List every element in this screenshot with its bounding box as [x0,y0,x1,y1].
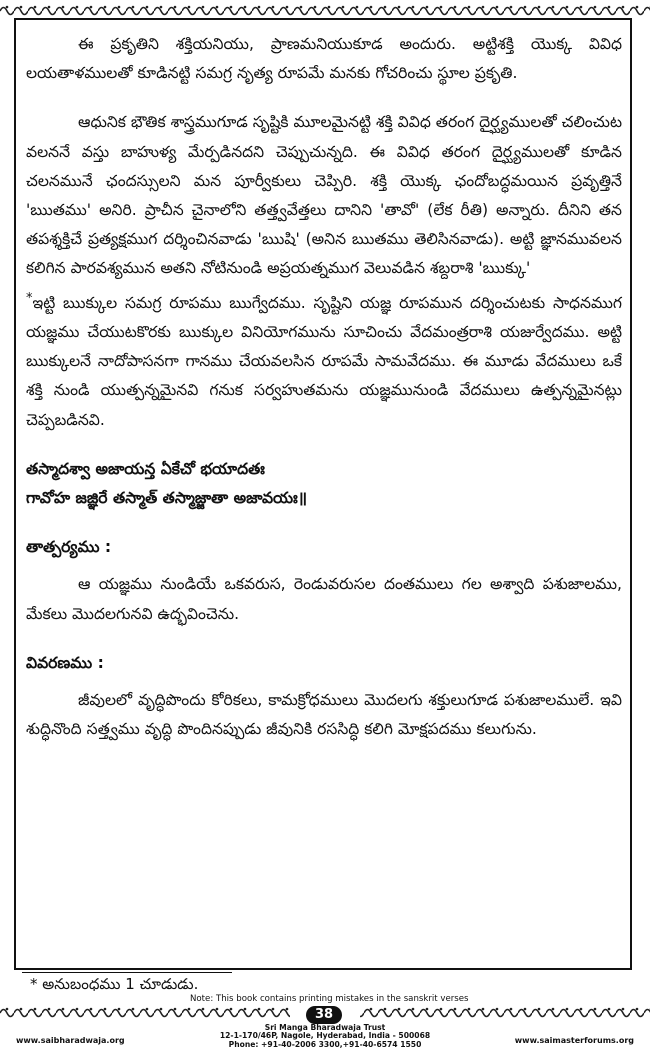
footnote-divider [22,972,232,973]
page-number: 38 [306,1006,342,1024]
tatparyam-heading: తాత్పర్యము : [26,538,112,557]
verse-line-2: గావోహ జజ్ఞిరే తస్మాత్ తస్మాజ్జాతా అజావయః॥ [26,489,308,508]
footnote-marker: * [26,290,33,306]
trust-phone: Phone: +91-40-2006 3300,+91-40-6574 1550 [228,1039,422,1049]
printing-note: Note: This book contains printing mistakes in the sanskrit verses [190,994,469,1004]
footnote: * అనుబంధము 1 చూడుడు. [30,975,199,993]
vivaranam-heading: వివరణము : [26,653,104,672]
ornament-wave-icon [0,2,650,16]
tatparyam-text: ఆ యజ్ఞము నుండియే ఒకవరుస, రెండువరుసల దంతములు గల అశ్వాది పశుజాలము, మేకలు మొదలగునవి ఉద్భవించెను. [26,575,622,623]
top-ornament [0,2,650,16]
paragraph-2-text: ఆధునిక భౌతిక శాస్త్రముగూడ సృష్టికి మూలమైనట్టి శక్తి వివిధ తరంగ దైర్ఘ్యములతో చలించుట వలననే వస్తు బాహుళ్య మేర్పడినదని చెప్పుచున్నది. ఈ వివిధ తరంగ దైర్ఘ్యములతో కూడిన చలనమునే ఛందస్సులని మన పూర్వీకులు చెప్పిరి. శక్తి యొక్క ఛందోబద్ధమయిన ప్రవృత్తినే 'ఋతము' అనిరి. ప్రాచీన చైనాలోని తత్త్వవేత్తలు దానిని 'తావో' (లేక రీతి) అన్నారు. దీనిని తన తపశ్శక్తిచే ప్రత్యక్షముగ దర్శించినవాడు 'ఋషి' (అనిన ఋతము తెలిసినవాడు). అట్టి జ్ఞానమువలన కలిగిన పారవశ్యమున అతని నోటినుండి అప్రయత్నముగ వెలువడిన శబ్దరాశి 'ఋక్కు' [26,113,622,278]
trust-address: 12-1-170/46P, Nagole, Hyderabad, India - 500068 [219,1031,431,1041]
trust-info [150,1024,500,1049]
trust-name: Sri Manga Bharadwaja Trust [264,1023,386,1032]
paragraph-1: ఈ ప్రకృతిని శక్తియనియు, ప్రాణమనియుకూడ అందురు. అట్టిశక్తి యొక్క వివిధ లయతాళములతో కూడినట్టి సమగ్ర నృత్య రూపమే మనకు గోచరించు స్థూల ప్రకృతి. [26,35,622,83]
website-link-left[interactable]: www.saibharadwaja.org [16,1036,125,1045]
verse-line-1: తస్మాదశ్వా అజాయన్త ఏకేచో భయాదతః [26,459,265,478]
website-link-right[interactable]: www.saimasterforums.org [514,1036,634,1045]
paragraph-2 [26,108,622,434]
page-body [26,30,622,744]
vivaranam-text: జీవులలో వృద్ధిపొందు కోరికలు, కామక్రోధములు మొదలగు శక్తులుగూడ పశుజాలములే. ఇవి శుద్ధినొంది సత్త్వము వృద్ధి పొందినప్పుడు జీవునికి రససిద్ధి కలిగి మోక్షపదము కలుగును. [26,691,622,739]
paragraph-2-continued: ఇట్టి ఋక్కుల సమగ్ర రూపము ఋగ్వేదము. సృష్టిని యజ్ఞ రూపమున దర్శించుటకు సాధనముగ యజ్ఞము చేయుటకొరకు ఋక్కుల వినియోగమును సూచించు వేదమంత్రరాశి యజుర్వేదము. అట్టి ఋక్కులనే నాదోపాసనగా గానము చేయవలసిన రూపమే సామవేదము. ఈ మూడు వేదములు ఒకే శక్తి నుండి యుత్పన్నమైనవి గనుక సర్వహుతమను యజ్ఞమునుండి వేదములు ఉత్పన్నమైనట్లు చెప్పబడినవి. [26,293,622,429]
